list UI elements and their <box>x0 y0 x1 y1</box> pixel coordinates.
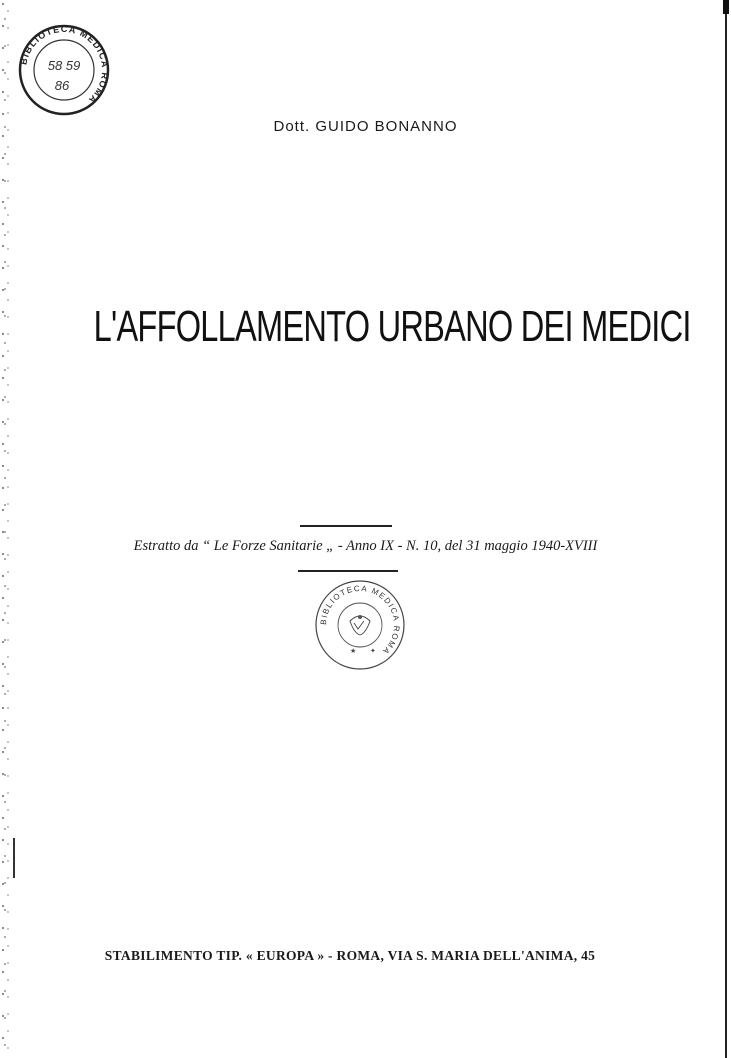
svg-text:✦: ✦ <box>370 648 376 655</box>
rule-below-extract <box>298 570 398 572</box>
stamp-top-handwriting-2: 86 <box>54 78 70 93</box>
stamp-top-ring-text: BIBLIOTECA MEDICA ROMA <box>18 23 111 106</box>
emblem-icon <box>350 615 370 635</box>
document-title: L'AFFOLLAMENTO URBANO DEI MEDICI <box>93 302 691 351</box>
scan-edge-left <box>0 0 14 1058</box>
svg-text:BIBLIOTECA MEDICA ROMA <box>319 584 401 657</box>
library-stamp-top <box>16 10 112 120</box>
stamp-top-handwriting-1: 58 59 <box>47 58 81 73</box>
scan-edge-mark <box>13 838 15 878</box>
svg-text:★: ★ <box>350 648 357 655</box>
library-stamp-center <box>312 577 408 673</box>
rule-above-extract <box>300 525 392 527</box>
scan-edge-corner <box>723 0 729 14</box>
extract-citation: Estratto da “ Le Forze Sanitarie „ - Anno IX - N. 10, del 31 maggio 1940-XVIII <box>133 538 598 554</box>
author-name: Dott. GUIDO BONANNO <box>273 118 458 135</box>
scan-edge-right <box>725 0 727 1058</box>
printer-imprint: STABILIMENTO TIP. « EUROPA » - ROMA, VIA S. MARIA DELL'ANIMA, 45 <box>104 948 596 963</box>
stamp-center-ring-text: BIBLIOTECA MEDICA ROMA <box>318 583 402 657</box>
